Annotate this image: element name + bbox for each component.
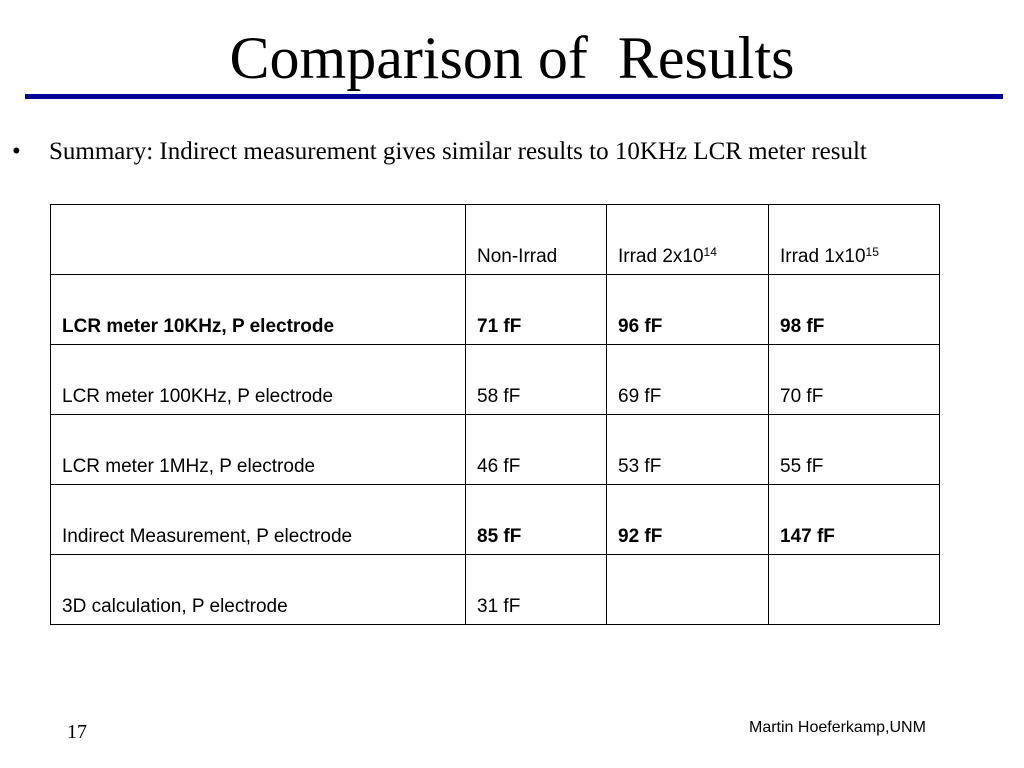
header-exponent: 15 [865, 245, 879, 259]
slide-title: Comparison of Results [229, 25, 795, 91]
value-cell [769, 555, 940, 625]
bullet-icon: • [12, 138, 21, 165]
summary-text: Summary: Indirect measurement gives similar results to 10KHz LCR meter result [49, 138, 867, 165]
value-cell: 98 fF [769, 275, 940, 345]
table-row [51, 485, 940, 555]
summary-bullet [12, 136, 867, 168]
row-label: Indirect Measurement, P electrode [51, 485, 466, 555]
title-divider [25, 94, 1003, 99]
value-cell: 58 fF [466, 345, 607, 415]
value-cell: 71 fF [466, 275, 607, 345]
value-cell [607, 555, 769, 625]
header-cell-irrad-1e15: Irrad $1x10^{15}$ [769, 205, 940, 275]
value-cell: 92 fF [607, 485, 769, 555]
slide-number: 17 [67, 721, 87, 743]
value-cell: 46 fF [466, 415, 607, 485]
row-label: LCR meter 100KHz, P electrode [51, 345, 466, 415]
header-cell-non-irrad: Non-Irrad [466, 205, 607, 275]
value-cell: 96 fF [607, 275, 769, 345]
row-label: LCR meter 1MHz, P electrode [51, 415, 466, 485]
value-cell: 31 fF [466, 555, 607, 625]
table-row [51, 345, 940, 415]
value-cell: 70 fF [769, 345, 940, 415]
results-table [50, 204, 940, 625]
table-row [51, 415, 940, 485]
value-cell: 55 fF [769, 415, 940, 485]
table-row [51, 555, 940, 625]
header-cell-empty [51, 205, 466, 275]
footer-author: Martin Hoeferkamp,UNM [749, 719, 926, 736]
table-row [51, 275, 940, 345]
value-cell: 147 fF [769, 485, 940, 555]
header-cell-irrad-2e14: Irrad $2x10^{14}$ [607, 205, 769, 275]
value-cell: 69 fF [607, 345, 769, 415]
header-exponent: 14 [703, 245, 717, 259]
value-cell: 53 fF [607, 415, 769, 485]
row-label: 3D calculation, P electrode [51, 555, 466, 625]
value-cell: 85 fF [466, 485, 607, 555]
row-label: LCR meter 10KHz, P electrode [51, 275, 466, 345]
table-header-row [51, 205, 940, 275]
